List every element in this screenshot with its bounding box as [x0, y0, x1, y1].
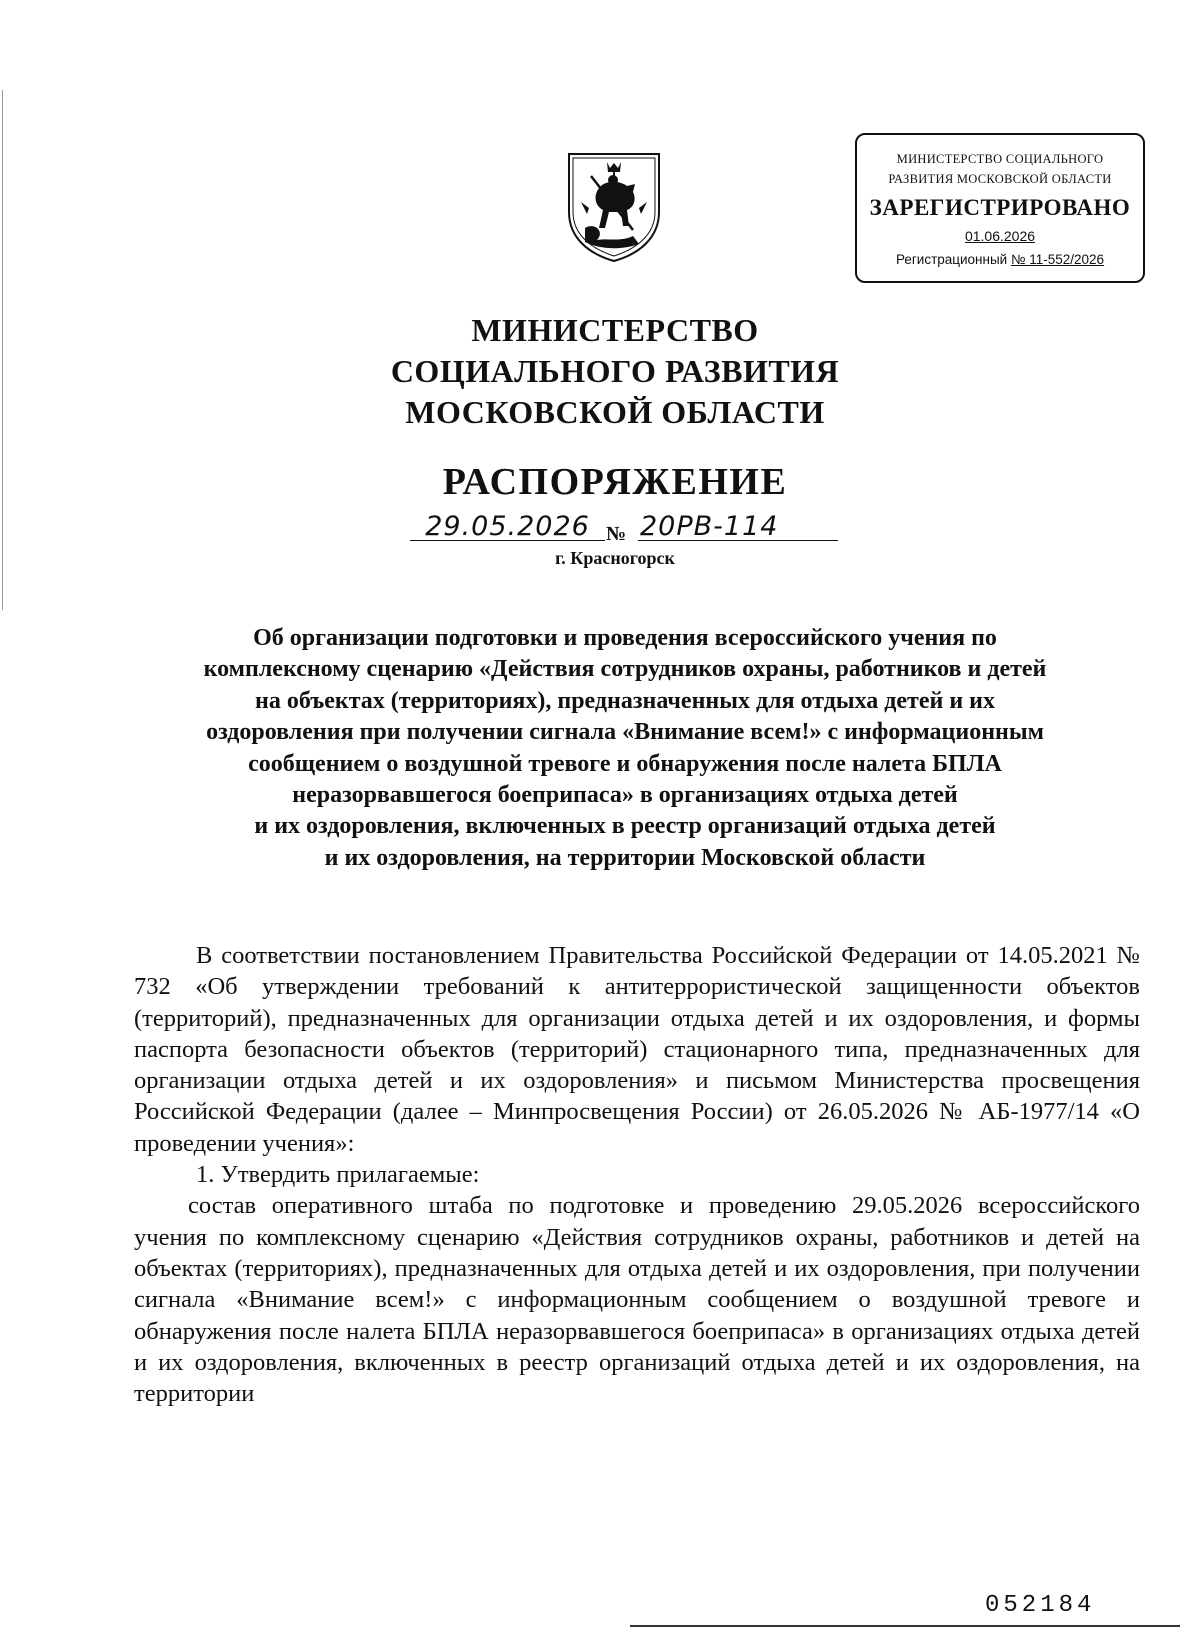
ministry-line-2: СОЦИАЛЬНОГО РАЗВИТИЯ — [390, 353, 840, 389]
subject-line: Об организации подготовки и проведения всероссийского учения по — [253, 625, 997, 651]
ministry-line-3: МОСКОВСКОЙ ОБЛАСТИ — [405, 394, 825, 430]
scan-bottom-line — [630, 1625, 1180, 1627]
subject-line: оздоровления при получении сигнала «Внимание всем!» с информационным — [206, 719, 1044, 746]
number-underline — [638, 540, 838, 542]
stamp-registered-title: ЗАРЕГИСТРИРОВАНО — [869, 195, 1131, 220]
stamp-reg-number: № 11-552/2026 — [1010, 252, 1105, 267]
subject-line: и их оздоровления, на территории Московской области — [324, 844, 926, 871]
city: г. Красногорск — [555, 548, 675, 568]
stamp-registration — [857, 251, 1143, 269]
handwritten-date: 29.05.2026 — [425, 511, 590, 542]
date-underline — [410, 540, 605, 542]
scan-margin-line — [2, 90, 3, 610]
stamp-reg-label: Регистрационный — [895, 252, 1008, 267]
ministry-line-1: МИНИСТЕРСТВО — [471, 312, 759, 348]
document-subject — [110, 623, 1140, 874]
document-kind-title: РАСПОРЯЖЕНИЕ — [442, 461, 788, 503]
subject-line: комплексному сценарию «Действия сотрудников охраны, работников и детей — [203, 656, 1047, 683]
registration-stamp — [855, 133, 1145, 283]
stamp-ministry-line2: РАЗВИТИЯ МОСКОВСКОЙ ОБЛАСТИ — [888, 172, 1112, 186]
body-paragraph-1: В соответствии постановлением Правительства Российской Федерации от 14.05.2021 № 732 «Об утверждении требований к антитеррористической защищенности объектов (территорий), предназначенных для организации отдыха детей и их оздоровления, и формы паспорта безопасности объектов (территорий) стационарного типа, предназначенных для организации отдыха детей и их оздоровления» и письмом Министерства просвещения Российской Федерации (далее – Минпросвещения России) от 26.05.2026 № АБ-1977/14 «О проведении учения»: — [134, 942, 1140, 1157]
handwritten-number: 20РВ-114 — [640, 511, 779, 542]
subject-line: и их оздоровления, включенных в реестр организаций отдыха детей — [254, 813, 996, 840]
document-body — [134, 940, 1140, 1409]
stamp-date: 01.06.2026 — [964, 228, 1036, 244]
coat-of-arms-icon — [563, 150, 665, 264]
ministry-name — [300, 310, 930, 433]
number-sign: № — [606, 523, 627, 545]
subject-line: сообщением о воздушной тревоге и обнаружения после налета БПЛА — [248, 750, 1002, 777]
body-item-1: 1. Утвердить прилагаемые: — [196, 1161, 480, 1189]
stamp-ministry-line1: МИНИСТЕРСТВО СОЦИАЛЬНОГО — [896, 152, 1104, 166]
document-serial-code: 052184 — [985, 1592, 1096, 1619]
subject-line: на объектах (территориях), предназначенных для отдыха детей и их — [255, 687, 995, 714]
body-paragraph-2: состав оперативного штаба по подготовке и проведению 29.05.2026 всероссийского учения по комплексному сценарию «Действия сотрудников охраны, работников и детей на объектах (территориях), предназначенных для отдыха детей и их оздоровления, при получении сигнала «Внимание всем!» с информационным сообщением о воздушной тревоге и обнаружения после налета БПЛА неразорвавшегося боеприпаса» в организациях отдыха детей и их оздоровления, включенных в реестр организаций отдыха детей и их оздоровления, на территории — [134, 1192, 1140, 1408]
subject-line: неразорвавшегося боеприпаса» в организациях отдыха детей — [292, 782, 958, 809]
